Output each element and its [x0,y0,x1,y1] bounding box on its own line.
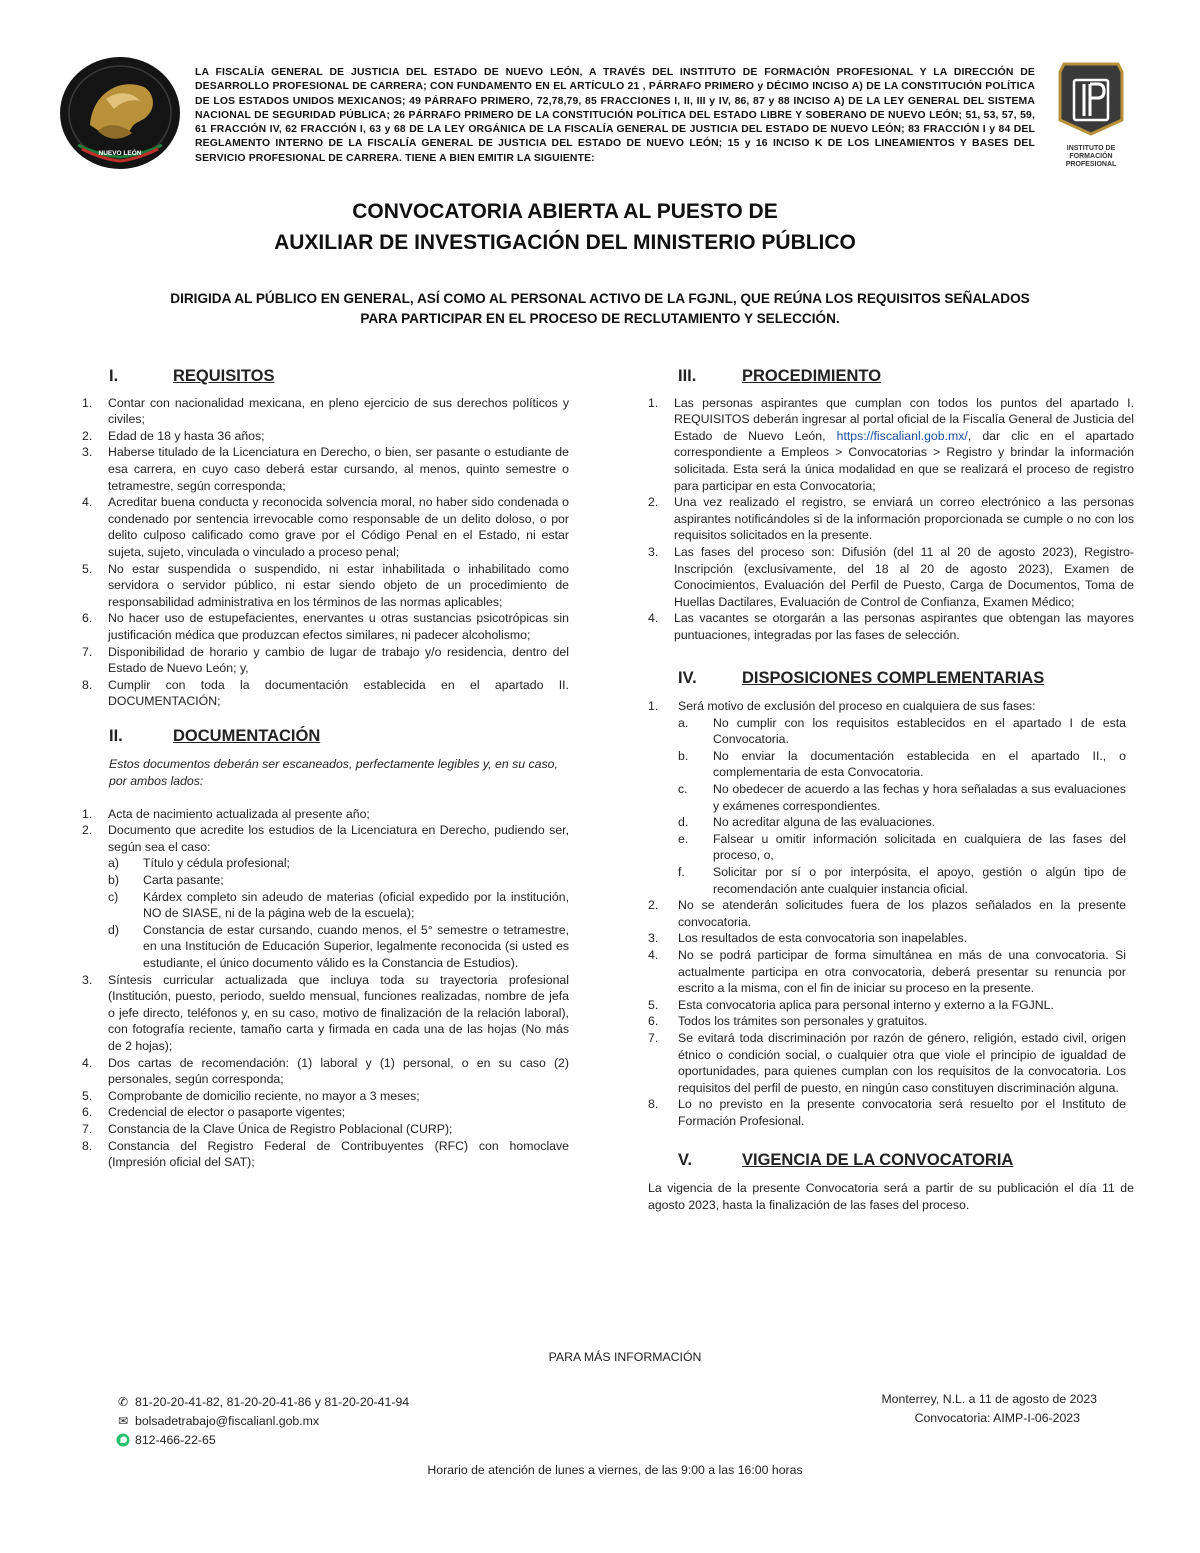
list-item [82,494,569,560]
documentacion-note: Estos documentos deberán ser escaneados, perfectamente legibles y, en su caso, por ambos lados: [109,757,558,789]
sublist-text: Título y cédula profesional; [143,856,290,871]
page-title-line2: AUXILIAR DE INVESTIGACIÓN DEL MINISTERIO PÚBLICO [274,231,856,254]
list-number: 3. [82,445,93,460]
list-item [82,677,569,710]
list-text: No se podrá participar de forma simultánea en más de una convocatoria. Si actualmente participa en otra convocatoria, deberá presentar su renuncia por escrito a la misma, con el fin de iniciar su proceso en la presente. [678,948,1126,996]
more-info-label: PARA MÁS INFORMACIÓN [548,1350,702,1364]
list-item [648,997,1126,1014]
sublist-letter: d) [108,922,119,937]
phone-row: ✆ 81-20-20-41-82, 81-20-20-41-86 y 81-20-20-41-94 [115,1392,535,1411]
phone-icon: ✆ [117,1394,129,1409]
list-number: 3. [648,544,659,559]
sublist-letter: a) [108,856,119,871]
contact-block [115,1392,535,1449]
ifp-logo-text: INSTITUTO DE FORMACIÓN PROFESIONAL [1065,145,1117,168]
list-text: Una vez realizado el registro, se enviará un correo electrónico a las personas aspirantes notificándoles si de la información proporcionada se cumple o no con los requisitos solicitados en la presente. [674,495,1134,543]
list-text: No estar suspendida o suspendido, ni estar inhabilitada o inhabilitado como servidora o servidor público, ni estar siendo objeto de un procedimiento de responsabilidad administrativa en los términos de las normas aplicables; [108,561,569,609]
sublist-item [678,748,1126,781]
sublist-letter: b) [108,873,119,888]
sublist-letter: f. [678,865,685,880]
sublist-item [108,872,569,889]
list-number: 4. [82,495,93,510]
section-documentacion-heading: II. DOCUMENTACIÓN [109,726,321,745]
list-item: 1. Las personas aspirantes que cumplan con todos los puntos del apartado I. REQUISITOS deberán ingresar al portal oficial de la Fiscalía General de Justicia del Estado de Nuevo León, https://fiscalianl.gob.mx/, dar clic en el apartado correspondiente a Empleos > Convocatorias > Registro y brindar la información solicitada. Esta será la única modalidad en que se realizará el proceso de registro para participar en esta Convocatoria; [648,395,1134,493]
section-disposiciones-heading: IV. DISPOSICIONES COMPLEMENTARIAS [678,668,1045,687]
sublist-text: Kárdex completo sin adeudo de materias (oficial expedido por la institución, NO de SIASE, ni de la página web de la escuela); [143,889,569,921]
list-number: 5. [82,1088,93,1103]
list-item [82,1088,569,1105]
list-number: 6. [648,1014,659,1029]
disposiciones-list-rest [648,897,1126,1129]
list-item [82,1104,569,1121]
list-item [82,561,569,611]
list-item: 1. Acta de nacimiento actualizada al presente año; [82,806,370,821]
place-date: Monterrey, N.L. a 11 de agosto de 2023 [881,1392,1097,1406]
list-number: 4. [648,611,659,626]
list-item [82,1138,569,1171]
list-item [82,972,569,1055]
list-number: 6. [82,1105,93,1120]
list-number: 4. [648,948,659,962]
list-text: Lo no previsto en la presente convocatoria será resuelto por el Instituto de Formación Profesional. [678,1097,1126,1128]
sublist-text: No cumplir con los requisitos establecidos en el apartado I de esta Convocatoria. [713,715,1126,747]
list-item: 1. Será motivo de exclusión del proceso en cualquiera de sus fases: a. No cumplir con los requisitos establecidos en el apartado I de esta Convocatoria. b. No enviar la documentación establecida en el apartado II., o complementaria de esta Convocatoria. c. No obedecer de acuerdo a las fechas y hora señaladas a sus evaluaciones y exámenes correspondientes. d. No acreditar alguna de las evaluaciones. e. Falsear u omitir información solicitada en cualquiera de las fases del proceso, o, f. Solicitar por sí o por interpósita, el apoyo, gestión o algún tipo de recomendación ante cualquier instancia oficial. [648,699,1126,896]
sublist-letter: c) [108,889,119,904]
list-number: 2. [648,898,659,913]
seal-text: NUEVO LEÓN [98,150,142,157]
list-item: 2. Documento que acredite los estudios de la Licenciatura en Derecho, pudiendo ser, según sea el caso: a) Título y cédula profesional; b) Carta pasante; c) Kárdex completo sin adeudo de materias (oficial expedido por la institución, NO de SIASE, ni de la página web de la escuela); d) Constancia de estar cursando, cuando menos, el 5° semestre o tetramestre, en una Institución de Educación Superior, legalmente reconocida (si usted es estudiante, el único documento válido es la Constancia de Estudios). [82,823,569,970]
list-text: Esta convocatoria aplica para personal interno y externo a la FGJNL. [678,997,1054,1012]
disposiciones-sublist [678,715,1126,898]
list-number: 3. [648,931,659,946]
procedimiento-list-rest [648,494,1134,643]
sublist-item [108,889,569,922]
section-procedimiento-heading: III. PROCEDIMIENTO [678,367,882,385]
procedimiento-list [648,395,1134,495]
list-text: Se evitará toda discriminación por razón de género, religión, estado civil, origen étnico o condición social, o cualquier otra que viole el principio de igualdad de oportunidades, para quienes cumplan con los requisitos de la convocatoria. Los requisitos del perfil de puesto, en ningún caso constituyen discriminación alguna. [678,1030,1126,1095]
sublist-letter: a. [678,715,689,730]
list-item [82,1121,569,1138]
documentacion-list [82,806,569,972]
list-item [82,395,569,428]
list-text: Contar con nacionalidad mexicana, en pleno ejercicio de sus derechos políticos y civiles; [108,395,569,427]
sublist-text: No acreditar alguna de las evaluaciones. [713,815,936,830]
list-number: 7. [648,1030,659,1045]
documentacion-list-rest [82,972,569,1171]
list-number: 8. [648,1097,659,1112]
schedule: Horario de atención de lunes a viernes, de las 9:00 a las 16:00 horas [427,1463,803,1477]
email-row [115,1411,535,1430]
whatsapp-icon [115,1433,131,1447]
sublist-letter: d. [678,815,689,830]
list-text: Acreditar buena conducta y reconocida solvencia moral, no haber sido condenada o condenado por sentencia irrevocable como responsable de un delito doloso, o por delito culposo calificado como grave por el Código Penal en el Estado, ni estar sujeta, sujeto, vinculada o vinculado a proceso penal; [108,495,569,559]
list-number: 3. [82,972,93,987]
fiscalia-seal-logo [58,55,186,173]
documentacion-sublist [108,855,569,971]
list-number: 1. [82,395,93,410]
list-number: 2. [648,495,659,510]
ifp-logo [1050,58,1132,166]
list-item [648,544,1134,610]
list-number: 5. [82,561,93,576]
list-text: Todos los trámites son personales y gratuitos. [678,1014,928,1029]
list-item [648,930,1126,947]
page-title-line1: CONVOCATORIA ABIERTA AL PUESTO DE [352,200,778,223]
list-text: Haberse titulado de la Licenciatura en Derecho, o bien, ser pasante o estudiante de esa carrera, en cuyo caso deberá estar cursando, al menos, quinto semestre o tetramestre, según corresponda; [108,445,569,493]
sublist-text: No obedecer de acuerdo a las fechas y hora señaladas a sus evaluaciones y exámenes correspondientes. [713,782,1126,813]
list-item [648,1030,1126,1096]
list-number: 5. [648,997,659,1012]
left-column [82,368,569,1171]
list-number: 2. [82,428,93,443]
list-item [648,897,1126,930]
list-number: 7. [82,644,93,659]
sublist-letter: b. [678,748,689,763]
email-icon: ✉ [117,1413,129,1428]
right-column [648,368,1134,1213]
list-item [648,1096,1126,1129]
list-number: 4. [82,1055,93,1070]
subtitle-line1: DIRIGIDA AL PÚBLICO EN GENERAL, ASÍ COMO AL PERSONAL ACTIVO DE LA FGJNL, QUE REÚNA LOS REQUISITOS SEÑALADOS [170,291,1030,306]
sublist-item [678,715,1126,748]
requisitos-list [82,395,569,710]
list-item [648,1013,1126,1030]
list-item [82,1055,569,1088]
list-number: 7. [82,1121,93,1136]
list-text: Constancia de la Clave Única de Registro Poblacional (CURP); [108,1121,453,1136]
vigencia-text: La vigencia de la presente Convocatoria será a partir de su publicación el día 11 de agosto 2023, hasta la finalización de las fases del proceso. [648,1181,1134,1212]
sublist-item [108,922,569,972]
list-item [648,494,1134,544]
list-text: Credencial de elector o pasaporte vigentes; [108,1105,346,1120]
sublist-text: Constancia de estar cursando, cuando menos, el 5° semestre o tetramestre, en una Institución de Educación Superior, legalmente reconocida (si usted es estudiante, el único documento válido es la Constancia de Estudios). [143,922,569,970]
list-number: 8. [82,677,93,692]
subtitle-line2: PARA PARTICIPAR EN EL PROCESO DE RECLUTAMIENTO Y SELECCIÓN. [360,311,840,326]
sublist-text: No enviar la documentación establecida en el apartado II., o complementaria de esta Convocatoria. [713,748,1126,780]
sublist-item [678,864,1126,897]
intro-paragraph: LA FISCALÍA GENERAL DE JUSTICIA DEL ESTADO DE NUEVO LEÓN, A TRAVÉS DEL INSTITUTO DE FORMACIÓN PROFESIONAL Y LA DIRECCIÓN DE DESARROLLO PROFESIONAL DE CARRERA; CON FUNDAMENTO EN EL ARTÍCULO 21 , PÁRRAFO PRIMERO y DÉCIMO INCISO A) DE LA CONSTITUCIÓN POLÍTICA DE LOS ESTADOS UNIDOS MEXICANOS; 49 PÁRRAFO PRIMERO, 72,78,79, 85 FRACCIONES I, II, III y IV, 86, 87 y 88 INCISO A) DE LA LEY GENERAL DEL SISTEMA NACIONAL DE SEGURIDAD PÚBLICA; 26 PÁRRAFO PRIMERO DE LA CONSTITUCIÓN POLÍTICA DEL ESTADO LIBRE Y SOBERANO DE NUEVO LEÓN; 51, 53, 57, 59, 61 FRACCIÓN IV, 62 FRACCIÓN I, 63 y 68 DE LA LEY ORGÁNICA DE LA FISCALÍA GENERAL DE JUSTICIA DEL ESTADO DE NUEVO LEÓN; 83 FRACCIÓN I y 84 DEL REGLAMENTO INTERNO DE LA FISCALÍA GENERAL DE JUSTICIA DEL ESTADO DE NUEVO LEÓN; 15 y 16 INCISO K DE LOS LINEAMIENTOS Y BASES DEL SERVICIO PROFESIONAL DE CARRERA. TIENE A BIEN EMITIR LA SIGUIENTE: [195,67,1035,164]
list-item [648,947,1126,997]
list-text: Constancia del Registro Federal de Contribuyentes (RFC) con homoclave (Impresión oficial del SAT); [108,1138,569,1170]
list-text: No se atenderán solicitudes fuera de los plazos señalados en la presente convocatoria. [678,898,1126,929]
sublist-item [108,855,569,872]
list-text: Dos cartas de recomendación: (1) laboral y (1) personal, o en su caso (2) personales, según corresponda; [108,1055,569,1087]
sublist-text: Carta pasante; [143,873,224,888]
email-link[interactable]: bolsadetrabajo@fiscalianl.gob.mx [135,1413,320,1428]
whatsapp-row: 812-466-22-65 [115,1430,535,1449]
section-vigencia-heading: V. VIGENCIA DE LA CONVOCATORIA [678,1150,1014,1169]
list-item [82,610,569,643]
list-text: No hacer uso de estupefacientes, enervantes u otras sustancias psicotrópicas sin justificación médica que produzcan efectos similares, ni padecer alcoholismo; [108,611,569,642]
list-number: 8. [82,1138,93,1153]
sublist-item [678,814,1126,831]
sublist-item [678,831,1126,864]
list-item [82,444,569,494]
list-text: Disponibilidad de horario y cambio de lugar de trabajo y/o residencia, dentro del Estado de Nuevo León; y, [108,644,569,676]
sublist-text: Falsear u omitir información solicitada en cualquiera de las fases del proceso, o, [713,831,1126,863]
list-text: Cumplir con toda la documentación establecida en el apartado II. DOCUMENTACIÓN; [108,677,569,709]
folio: Convocatoria: AIMP-I-06-2023 [914,1411,1080,1425]
sublist-text: Solicitar por sí o por interpósita, el apoyo, gestión o algún tipo de recomendación ante cualquier instancia oficial. [713,865,1126,896]
list-item [82,428,569,445]
sublist-letter: c. [678,782,688,797]
list-text: Las vacantes se otorgarán a las personas aspirantes que obtengan las mayores puntuaciones, integradas por las fases de selección. [674,611,1134,642]
sublist-letter: e. [678,831,689,846]
list-text: Los resultados de esta convocatoria son inapelables. [678,931,968,946]
fiscalia-link[interactable]: https://fiscalianl.gob.mx/ [836,428,968,443]
list-item [82,644,569,677]
section-requisitos-heading: I. REQUISITOS [109,367,275,385]
list-number: 6. [82,611,93,626]
list-item [648,610,1134,643]
disposiciones-list [648,698,1126,897]
list-text: Síntesis curricular actualizada que incluya toda su trayectoria profesional (Institución, puesto, periodo, sueldo mensual, funciones realizadas, nombre de jefa o jefe directo, teléfonos y, en su caso, motivo de finalización de la relación laboral), con fotografía reciente, tamaño carta y firmada en cada una de las hojas (No más de 2 hojas); [108,972,569,1053]
list-text: Edad de 18 y hasta 36 años; [108,428,265,443]
list-text: Las fases del proceso son: Difusión (del 11 al 20 de agosto 2023), Registro-Inscripción (exclusivamente, del 18 al 20 de agosto 2023), Examen de Conocimientos, Evaluación del Perfil de Puesto, Carga de Documentos, Toma de Huellas Dactilares, Evaluación de Control de Confianza, Examen Médico; [674,544,1134,609]
sublist-item [678,781,1126,814]
list-text: Comprobante de domicilio reciente, no mayor a 3 meses; [108,1088,420,1103]
